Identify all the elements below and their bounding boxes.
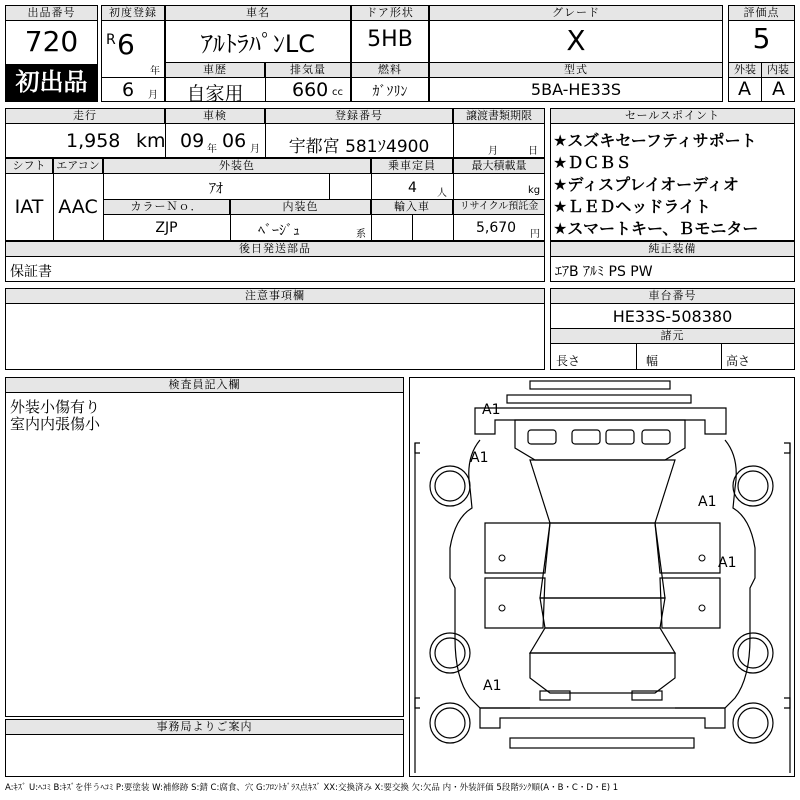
reg-year-unit: 年 [150,66,160,77]
displacement-label: 排気量 [265,62,351,78]
lot-label: 出品番号 [5,5,98,21]
color-no-value: ZJP [155,220,178,236]
damage-mark: A1 [470,450,489,466]
dims-length: 長さ [556,354,581,368]
interior-color-value: ﾍﾞｰｼﾞｭ [258,223,300,239]
capacity-value: 4 [408,180,417,196]
shift-value: IAT [14,196,44,218]
max-load-label: 最大積載量 [453,158,545,174]
ext-score-label: 外装 [728,62,762,78]
transfer-label: 譲渡書類期限 [453,108,545,124]
sales-point: ★スマートキー、Ｂモニター [553,219,759,238]
displacement-unit: cc [332,87,343,98]
sales-points-label: セールスポイント [550,108,795,124]
first-listing-badge: 初出品 [6,64,97,101]
equipment-value: ｴｱB ｱﾙﾐ PS PW [555,264,653,280]
color-no-label: カラーＮｏ． [103,199,230,215]
capacity-unit: 人 [437,188,447,199]
sales-point: ★スズキセーフティサポート [553,131,757,150]
mileage-value: 1,958 [66,130,121,152]
chassis-value: HE33S-508380 [612,307,733,326]
mileage-label: 走行 [5,108,165,124]
dims-label: 諸元 [550,328,795,344]
history-value: 自家用 [186,83,244,105]
plate-value: 宇都宮 581ｿ4900 [288,137,430,157]
later-parts-value: 保証書 [10,264,52,280]
fuel-label: 燃料 [351,62,429,78]
inspection-label: 車検 [165,108,265,124]
import-label: 輸入車 [371,199,453,215]
sales-point: ★ディスプレイオーディオ [553,175,739,194]
model-value: 5BA-HE33S [530,80,622,99]
inspection-year-unit: 年 [207,144,217,155]
dims-height: 高さ [726,354,751,368]
reg-year: 6 [117,28,135,61]
max-load-unit: kg [528,185,541,196]
score-value: 5 [752,22,771,55]
inspector-line: 外装小傷有り [10,398,101,416]
exterior-color-value: ｱｵ [209,181,223,197]
int-score-label: 内装 [761,62,795,78]
inspection-month-unit: 月 [250,144,260,155]
sales-point: ★ＬＥＤヘッドライト [553,197,711,216]
ext-score: A [738,78,751,100]
office-label: 事務局よりご案内 [5,719,404,735]
interior-color-label: 内装色 [230,199,371,215]
lot-number: 720 [24,25,79,58]
reg-era: R [106,32,116,48]
fuel-value: ｶﾞｿﾘﾝ [372,84,408,100]
aircon-value: AAC [58,196,98,218]
damage-mark: A1 [483,678,502,694]
transfer-day-unit: 日 [528,146,538,157]
exterior-color-label: 外装色 [103,158,371,174]
aircon-label: エアコン [53,158,103,174]
score-label: 評価点 [728,5,795,21]
grade-label: グレード [429,5,723,21]
plate-label: 登録番号 [265,108,453,124]
sales-point: ★ＤＣＢＳ [553,153,632,172]
later-parts-label: 後日発送部品 [5,241,545,257]
car-outline-diagram [410,378,794,776]
interior-color-unit: 系 [356,229,366,240]
recycle-value: 5,670 [476,220,517,236]
inspection-year: 09 [180,130,205,152]
reg-label: 初度登録 [101,5,165,21]
transfer-month-unit: 月 [488,146,498,157]
recycle-unit: 円 [530,229,540,240]
displacement-value: 660 [292,79,329,101]
reg-month-unit: 月 [148,90,158,101]
reg-month: 6 [122,79,135,101]
legend: A:ｷｽﾞ U:ﾍｺﾐ B:ｷｽﾞを伴うﾍｺﾐ P:要塗装 W:補修跡 S:錆 C:腐食、穴 G:ﾌﾛﾝﾄｶﾞﾗｽ点ｷｽﾞ XX:交換済み X:要交換 欠:欠品 内・外装評価 5段階ﾗﾝｸ順(A・B・C・D・E) 1 [5,783,619,793]
inspector-line: 室内内張傷小 [10,415,101,433]
inspector-label: 検査員記入欄 [5,377,404,393]
car-name-label: 車名 [165,5,351,21]
grade-value: X [566,24,586,57]
car-name: ｱﾙﾄﾗﾊﾟﾝLC [200,30,316,58]
inspection-month: 06 [222,130,247,152]
history-label: 車歴 [165,62,265,78]
notes-label: 注意事項欄 [5,288,545,304]
dims-width: 幅 [646,354,659,368]
mileage-unit: km [136,130,166,152]
damage-mark: A1 [698,494,717,510]
recycle-label: リサイクル預託金 [453,199,545,215]
shift-label: シフト [5,158,53,174]
capacity-label: 乗車定員 [371,158,453,174]
chassis-label: 車台番号 [550,288,795,304]
equipment-label: 純正装備 [550,241,795,257]
model-label: 型式 [429,62,723,78]
door-value: 5HB [367,27,413,52]
car-diagram [409,377,795,777]
damage-mark: A1 [718,555,737,571]
door-label: ドア形状 [351,5,429,21]
damage-mark: A1 [482,402,501,418]
int-score: A [772,78,785,100]
